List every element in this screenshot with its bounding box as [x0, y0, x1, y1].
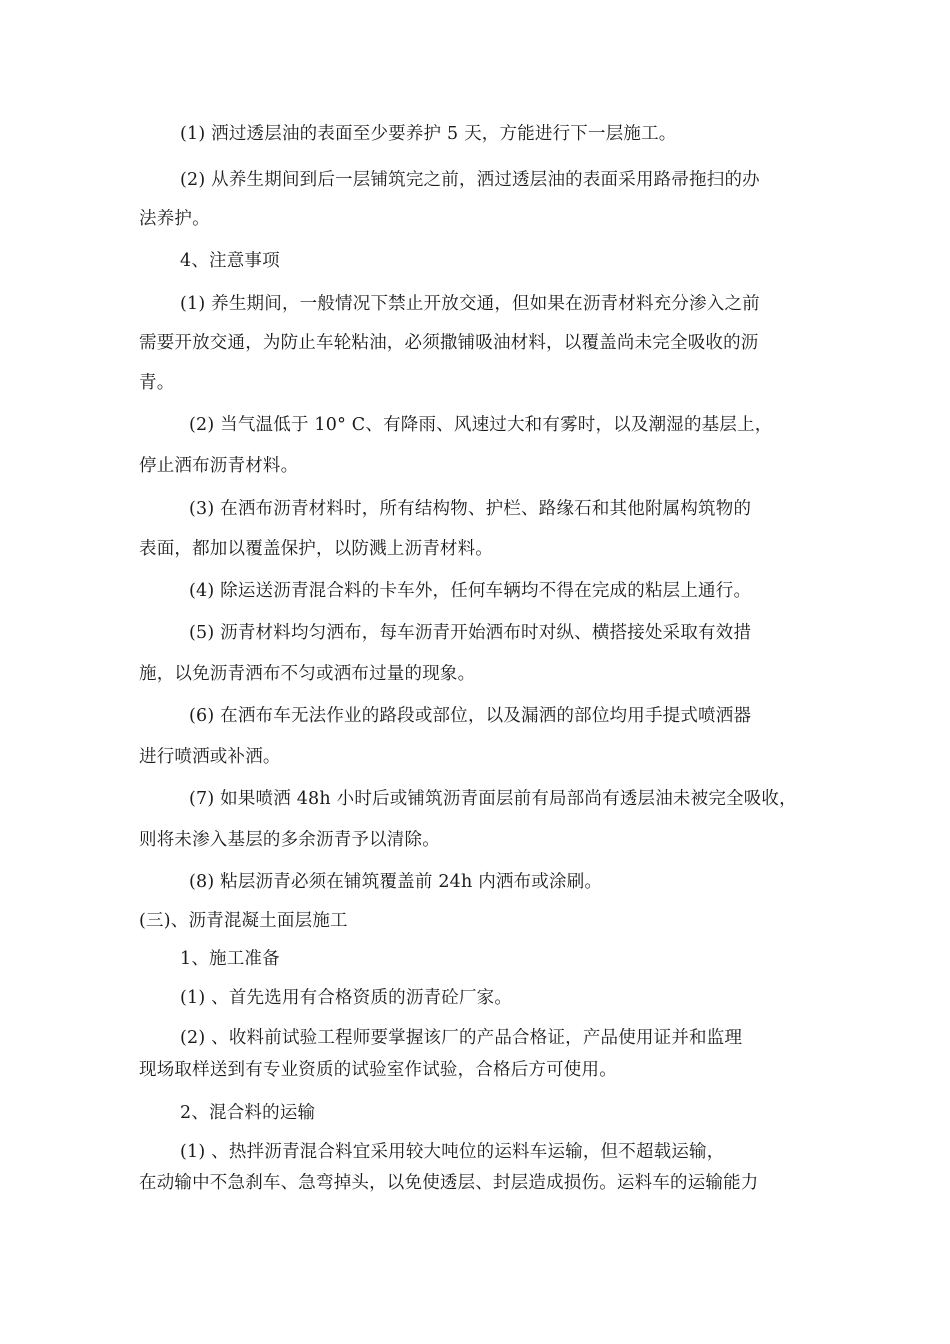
section-heading: 4、注意事项	[180, 251, 280, 271]
text-line: (1) 养生期间，一般情况下禁止开放交通，但如果在沥青材料充分渗入之前	[180, 294, 760, 314]
text-line: (1) 洒过透层油的表面至少要养护 5 天，方能进行下一层施工。	[180, 124, 677, 144]
text-line: (2) 从养生期间到后一层铺筑完之前，洒过透层油的表面采用路帚拖扫的办	[180, 170, 760, 190]
text-line: 表面，都加以覆盖保护，以防溅上沥青材料。	[139, 539, 493, 559]
text-line: 停止洒布沥青材料。	[139, 456, 299, 476]
section-heading: 1、施工准备	[180, 949, 280, 969]
text-line: (2) 、收料前试验工程师要掌握该厂的产品合格证，产品使用证并和监理	[180, 1028, 743, 1048]
text-line: (4) 除运送沥青混合料的卡车外，任何车辆均不得在完成的粘层上通行。	[189, 581, 752, 601]
text-line: (3) 在洒布沥青材料时，所有结构物、护栏、路缘石和其他附属构筑物的	[189, 499, 752, 519]
text-line: (8) 粘层沥青必须在铺筑覆盖前 24h 内洒布或涂刷。	[189, 872, 603, 892]
text-line: (1) 、热拌沥青混合料宜采用较大吨位的运料车运输，但不超载运输，	[180, 1142, 725, 1162]
text-line: (2) 当气温低于 10° C、有降雨、风速过大和有雾时，以及潮湿的基层上，	[189, 415, 773, 435]
text-line: (5) 沥青材料均匀洒布，每车沥青开始洒布时对纵、横搭接处采取有效措	[189, 623, 752, 643]
text-line: 施，以免沥青洒布不匀或洒布过量的现象。	[139, 664, 476, 684]
text-line: (7) 如果喷洒 48h 小时后或铺筑沥青面层前有局部尚有透层油未被完全吸收，	[189, 789, 797, 809]
text-line: (6) 在洒布车无法作业的路段或部位，以及漏洒的部位均用手提式喷洒器	[189, 706, 752, 726]
text-line: 青。	[139, 373, 175, 393]
section-heading: 2、混合料的运输	[180, 1103, 316, 1123]
text-line: 现场取样送到有专业资质的试验室作试验，合格后方可使用。	[139, 1060, 617, 1080]
text-line: (1) 、首先选用有合格资质的沥青砼厂家。	[180, 988, 513, 1008]
section-heading: (三)、沥青混凝土面层施工	[139, 911, 348, 931]
text-line: 进行喷洒或补洒。	[139, 747, 281, 767]
text-line: 法养护。	[139, 209, 210, 229]
text-line: 在动输中不急刹车、急弯掉头，以免使透层、封层造成损伤。运料车的运输能力	[139, 1173, 759, 1193]
text-line: 需要开放交通，为防止车轮粘油，必须撒铺吸油材料，以覆盖尚未完全吸收的沥	[139, 333, 759, 353]
text-line: 则将未渗入基层的多余沥青予以清除。	[139, 830, 440, 850]
